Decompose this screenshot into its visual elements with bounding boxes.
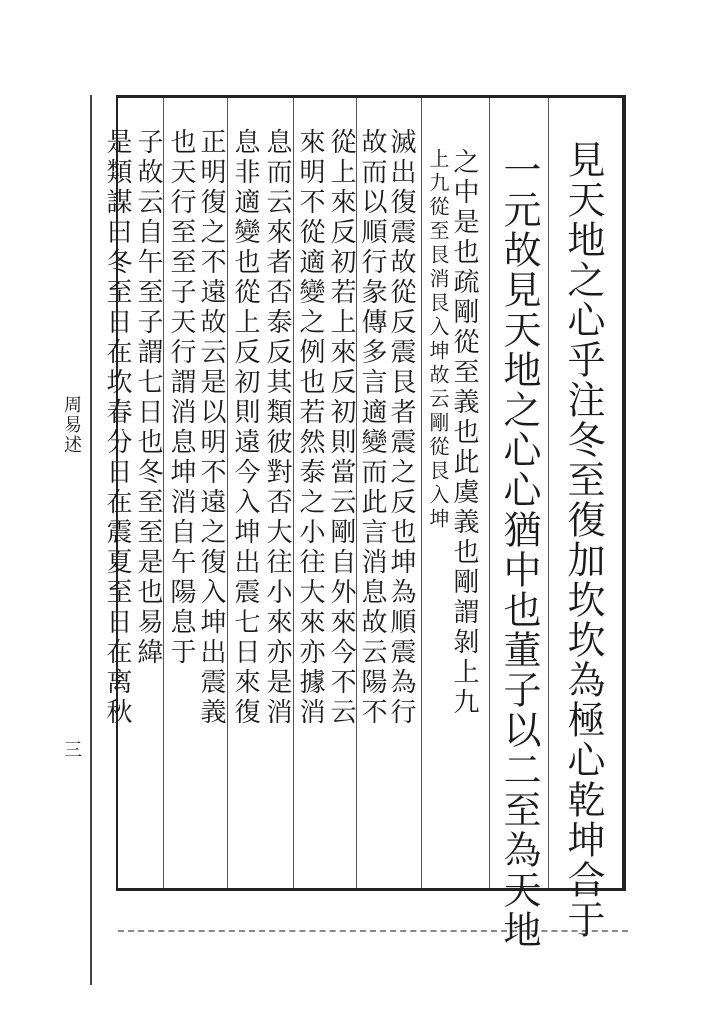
text-column: 也天行至至子天行謂消息坤消自午陽息于	[166, 128, 196, 668]
heading-column: 見天地之心乎注冬至復加坎坎為極心乾坤合于	[561, 140, 605, 940]
text-column: 正明復之不遠故云是以明不遠之復入坤出震義	[196, 128, 226, 728]
column-rule	[163, 98, 164, 888]
text-column: 之中是也疏剛從至義也此虞義也剛謂剝上九	[449, 148, 479, 718]
frame-right	[622, 95, 626, 890]
text-column: 一元故見天地之心心猶中也董子以二至為天地	[497, 150, 541, 950]
text-column: 來明不從適變之例也若然泰之小往大來亦據消	[295, 128, 325, 728]
margin-title: 周易述	[61, 395, 82, 455]
text-column: 滅出復震故從反震艮者震之反也坤為順震為行	[386, 128, 416, 728]
column-rule	[293, 98, 294, 888]
text-column: 上九從至艮消艮入坤故云剛從艮入坤	[426, 148, 450, 532]
fold-line	[90, 95, 92, 985]
text-column: 子故云自午至子謂七日也冬至至是也易緯	[133, 128, 163, 668]
text-column: 故而以順行彖傳多言適變而此言消息故云陽不	[357, 128, 387, 728]
bottom-dash-rule	[118, 930, 628, 934]
text-column: 從上來反初若上來反初則當云剛自外來今不云	[326, 128, 356, 728]
frame-bottom	[116, 888, 626, 891]
text-column: 息非適變也從上反初則遠今入坤出震七日來復	[230, 128, 260, 728]
text-column: 息而云來者否泰反其類彼對否大往小來亦是消	[262, 128, 292, 728]
column-rule	[227, 98, 228, 888]
column-rule	[548, 98, 549, 888]
frame-top	[116, 95, 626, 98]
page-number: 三	[61, 740, 82, 760]
text-column: 是類謀曰冬至日在坎春分日在震夏至日在离秋	[102, 128, 132, 728]
column-rule	[489, 98, 490, 888]
column-rule	[421, 98, 422, 888]
